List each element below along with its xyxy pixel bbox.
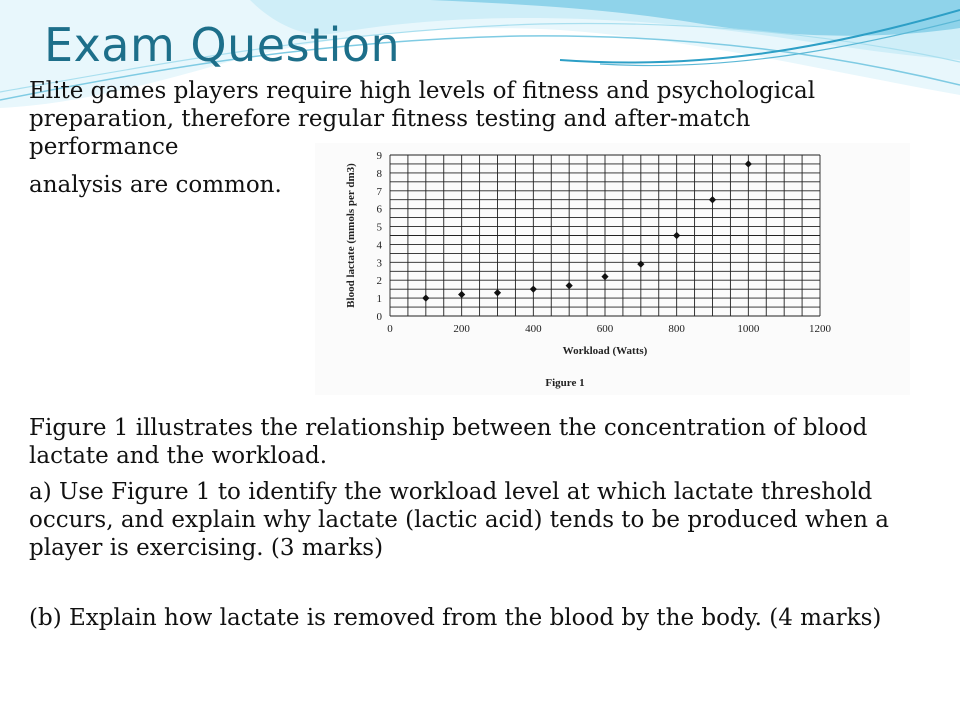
- y-tick-label: 8: [376, 167, 382, 180]
- intro-line-2: preparation, therefore regular fitness testing and after-match: [29, 106, 751, 132]
- y-tick-label: 9: [376, 150, 382, 162]
- question-b: (b) Explain how lactate is removed from the blood by the body. (4 marks): [29, 605, 882, 631]
- data-point: [709, 196, 716, 203]
- x-tick-label: 800: [668, 323, 685, 335]
- x-tick-label: 0: [387, 323, 393, 335]
- y-tick-label: 7: [376, 185, 382, 198]
- figure-caption: Figure 1: [545, 377, 585, 389]
- data-point: [530, 286, 537, 293]
- data-point: [637, 261, 644, 268]
- data-point: [601, 273, 608, 280]
- y-tick-label: 0: [376, 311, 382, 323]
- x-tick-label: 1000: [737, 323, 760, 335]
- lactate-scatter-chart: [315, 143, 910, 395]
- y-tick-label: 6: [376, 203, 382, 216]
- intro-line-4: analysis are common.: [29, 172, 282, 198]
- x-tick-label: 400: [525, 323, 542, 335]
- x-axis-label: Workload (Watts): [562, 345, 648, 357]
- y-tick-label: 4: [376, 239, 382, 252]
- figure-1-chart: [315, 143, 910, 395]
- data-point: [745, 160, 752, 167]
- x-tick-label: 600: [596, 323, 614, 335]
- x-tick-label: 200: [453, 323, 470, 335]
- figure-description: Figure 1 illustrates the relationship between the concentration of blood lactate and the workload.: [29, 415, 868, 469]
- data-point: [422, 295, 429, 302]
- question-a: a) Use Figure 1 to identify the workload level at which lactate threshold occurs, and explain why lactate (lactic acid) tends to be produced when a player is exercising. (3 marks): [29, 479, 889, 561]
- data-point: [494, 289, 501, 296]
- data-point: [673, 232, 680, 239]
- y-tick-label: 1: [376, 293, 382, 306]
- data-point: [566, 282, 573, 289]
- y-tick-label: 5: [376, 221, 382, 234]
- y-tick-label: 3: [376, 257, 382, 270]
- slide-title: Exam Question: [44, 18, 401, 72]
- intro-line-3: performance: [29, 134, 179, 160]
- intro-line-1: Elite games players require high levels of fitness and psychological: [29, 78, 816, 104]
- x-tick-label: 1200: [809, 323, 831, 335]
- data-point: [458, 291, 465, 298]
- y-tick-label: 2: [376, 275, 382, 288]
- y-axis-label: Blood lactate (mmols per dm3): [345, 163, 357, 308]
